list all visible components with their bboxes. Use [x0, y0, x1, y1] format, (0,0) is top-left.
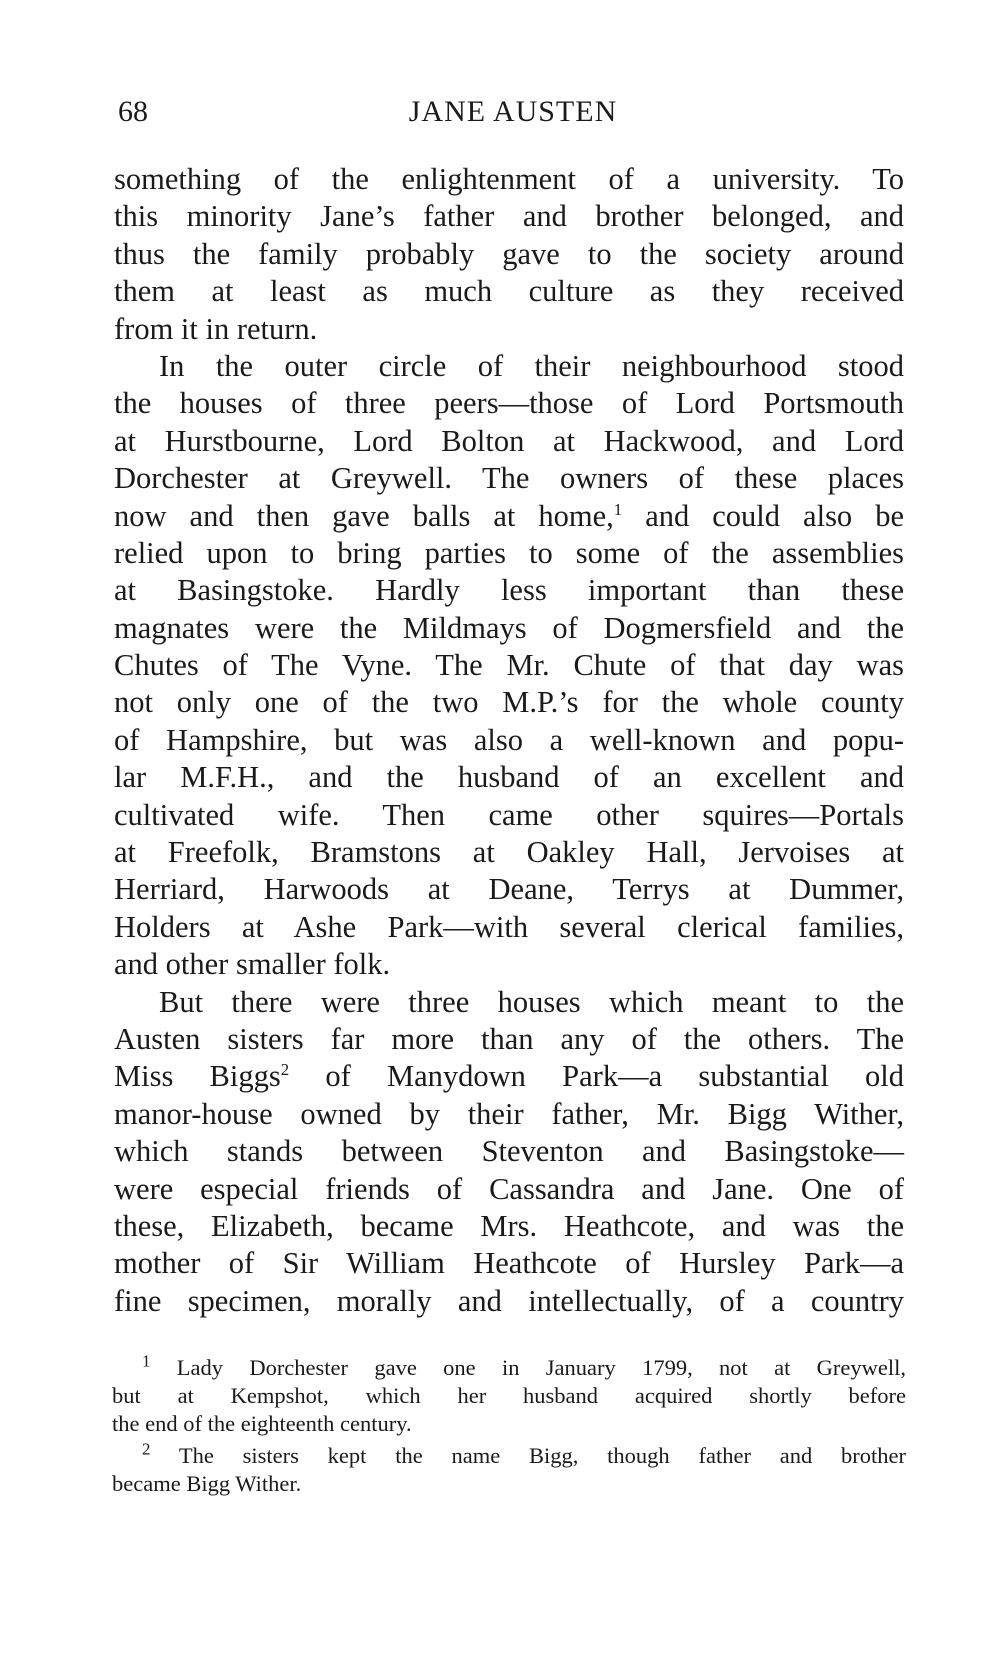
text-fragment: of Manydown Park—a substantial old — [289, 1059, 904, 1094]
text-line: relied upon to bring parties to some of the assemblies — [114, 535, 904, 570]
text-line: of Hampshire, but was also a well-known and popu- — [114, 722, 904, 757]
text-fragment: Miss Biggs — [114, 1059, 281, 1094]
footnote-mark: 1 — [142, 1351, 151, 1371]
footnote-mark: 2 — [142, 1439, 151, 1459]
text-line: at Freefolk, Bramstons at Oakley Hall, Jervoises at — [114, 835, 904, 870]
text-line: them at least as much culture as they received — [114, 274, 904, 309]
text-line: at Hurstbourne, Lord Bolton at Hackwood, and Lord — [114, 423, 904, 458]
running-head: JANE AUSTEN — [408, 95, 618, 128]
text-line: this minority Jane’s father and brother belonged, and — [114, 199, 904, 234]
text-line: Holders at Ashe Park—with several clerical families, — [114, 909, 904, 944]
text-line: magnates were the Mildmays of Dogmersfield and the — [114, 610, 904, 645]
text-line: which stands between Steventon and Basingstoke— — [114, 1134, 904, 1169]
text-line: from it in return. — [114, 311, 318, 346]
paragraph-3 — [114, 984, 904, 1321]
text-fragment: and could also be — [622, 498, 904, 533]
footnotes — [112, 1351, 906, 1498]
footnote-line: became Bigg Wither. — [112, 1471, 302, 1496]
text-line-with-footnote — [114, 498, 904, 535]
footnote-2 — [112, 1439, 906, 1498]
text-line: mother of Sir William Heathcote of Hursley Park—a — [114, 1246, 904, 1281]
page-header — [118, 92, 900, 132]
text-line: were especial friends of Cassandra and Jane. One of — [114, 1171, 904, 1206]
text-line: these, Elizabeth, became Mrs. Heathcote, and was the — [114, 1208, 904, 1243]
text-line: manor-house owned by their father, Mr. Bigg Wither, — [114, 1096, 904, 1131]
text-line: the houses of three peers—those of Lord Portsmouth — [114, 386, 904, 421]
text-line: Chutes of The Vyne. The Mr. Chute of that day was — [114, 648, 904, 683]
footnote-line: the end of the eighteenth century. — [112, 1411, 412, 1436]
text-line: fine specimen, morally and intellectually, of a country — [114, 1283, 904, 1318]
text-line: In the outer circle of their neighbourhood stood — [159, 348, 904, 383]
text-line: something of the enlightenment of a university. To — [114, 162, 904, 196]
footnote-line — [112, 1439, 906, 1470]
text-line-with-footnote — [114, 1058, 904, 1095]
text-fragment: Lady Dorchester gave one in January 1799, not at Greywell, — [150, 1355, 906, 1380]
footnote-1 — [112, 1351, 906, 1438]
footnote-reference-2: 2 — [280, 1060, 290, 1080]
paragraph-2 — [114, 348, 904, 984]
text-line: Dorchester at Greywell. The owners of these places — [114, 461, 904, 496]
text-line: thus the family probably gave to the society around — [114, 236, 904, 271]
footnote-line: but at Kempshot, which her husband acquired shortly before — [112, 1383, 906, 1408]
text-line: and other smaller folk. — [114, 947, 391, 982]
paragraph-1 — [114, 161, 904, 348]
page-number: 68 — [118, 95, 148, 128]
text-line: lar M.F.H., and the husband of an excellent and — [114, 760, 904, 795]
body-text — [114, 161, 904, 1320]
footnote-reference-1: 1 — [613, 499, 623, 519]
text-line: cultivated wife. Then came other squires—Portals — [114, 797, 904, 832]
text-line: at Basingstoke. Hardly less important than these — [114, 573, 904, 608]
text-line: Austen sisters far more than any of the others. The — [114, 1021, 904, 1056]
text-line: But there were three houses which meant to the — [159, 984, 904, 1019]
text-line: not only one of the two M.P.’s for the whole county — [114, 685, 904, 720]
text-fragment: The sisters kept the name Bigg, though father and brother — [150, 1443, 906, 1468]
text-fragment: now and then gave balls at home, — [114, 498, 614, 533]
footnote-line — [112, 1351, 906, 1382]
text-line: Herriard, Harwoods at Deane, Terrys at Dummer, — [114, 872, 904, 907]
